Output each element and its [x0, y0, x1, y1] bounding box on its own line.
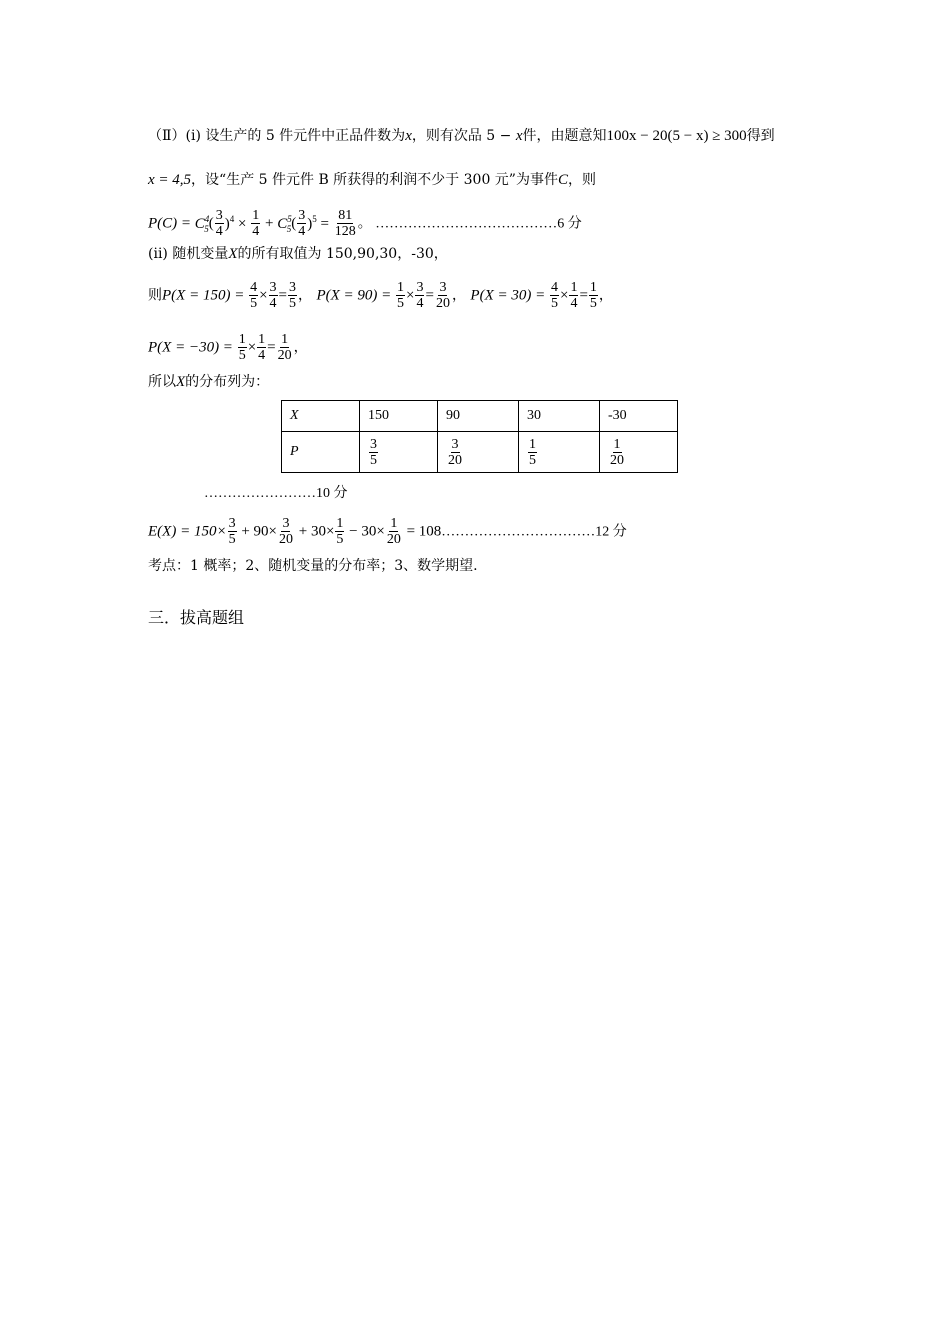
prob-line-1: 则P(X = 150) = $\frac{4}{5}$ × $\frac{3}{4}$ = $\frac{3}{5}$ ， P(X = 90) = $\frac{1}{5}$ × $\frac{3}{4}$ = $\frac{3}{20}$ ， P(X = 30) = $\frac{4}{5}$ × $\frac{1}{4}$ = $\frac{1}{5}$ ， — [148, 280, 613, 311]
prob-line-2: P(X = −30) = $\frac{1}{5}$ × $\frac{1}{4}$ = $\frac{1}{20}$ ， — [148, 332, 308, 363]
kaodian: 考点：1 概率；2、随机变量的分布率；3、数学期望. — [148, 558, 478, 574]
table-cell: 90 — [438, 401, 519, 432]
table-cell: $\frac{3}{5}$ — [360, 432, 438, 473]
p30-lhs: P(X = 30) = — [470, 287, 549, 304]
part2-line1 — [148, 126, 775, 146]
var-x: x — [515, 128, 523, 144]
distribution-table — [281, 400, 678, 473]
dist-intro — [148, 372, 269, 392]
table-cell: P — [282, 432, 360, 473]
table-cell: $\frac{1}{5}$ — [519, 432, 600, 473]
part2-line2 — [148, 170, 596, 190]
pc-equation: $P(C) = C^4_5$( $\frac{3}{4}$ )$^4$ × $\frac{1}{4}$ + $C^5_5$( $\frac{3}{4}$ )$^5$ = $\frac{81}{128}$ 。 …………………………………6 分 — [148, 208, 582, 239]
ex-lhs: E(X) = 150× — [148, 523, 227, 540]
table-cell: 150 — [360, 401, 438, 432]
score-12: ……………………………12 分 — [441, 524, 627, 540]
text: 得到 — [746, 128, 775, 144]
pm30-lhs: P(X = −30) = — [148, 339, 237, 356]
table-cell: $\frac{1}{20}$ — [600, 432, 678, 473]
score-10: ……………………10 分 — [204, 486, 348, 501]
x-values: x = 4,5 — [148, 172, 192, 188]
text: 所以 — [148, 374, 176, 390]
expectation-line: E(X) = 150× $\frac{3}{5}$ + 90× $\frac{3}{20}$ + 30× $\frac{1}{5}$ − 30× $\frac{1}{20}$ = 108……………………………12 分 — [148, 516, 627, 547]
table-row — [282, 432, 678, 473]
event-c: C — [557, 172, 568, 188]
section-3-heading: 三．拔高题组 — [148, 608, 245, 627]
var-x: x — [405, 128, 412, 144]
pc-result-num: 81 — [338, 208, 353, 223]
p90-lhs: P(X = 90) = — [316, 287, 396, 304]
table-cell: 30 — [519, 401, 600, 432]
p150-lhs: P(X = 150) = — [162, 287, 249, 304]
var-X: X — [228, 246, 238, 262]
inequality: 100x − 20(5 − x) ≥ 300 — [606, 128, 747, 144]
text: ，则有次品 5 − — [411, 128, 516, 144]
text: (ⅱ) 随机变量 — [148, 246, 229, 262]
score-6: 。 …………………………………6 分 — [357, 216, 582, 232]
text: （Ⅱ）(ⅰ) 设生产的 5 件元件中正品件数为 — [148, 128, 406, 144]
text: 的所有取值为 150,90,30，-30， — [237, 246, 448, 262]
text: 的分布列为： — [185, 374, 270, 390]
text: 件，由题意知 — [522, 128, 607, 144]
table-cell: X — [282, 401, 360, 432]
text: ，设“生产 5 件元件 B 所获得的利润不少于 300 元”为事件 — [191, 172, 558, 188]
pc-lhs: P(C) = — [148, 215, 195, 232]
table-cell: $\frac{3}{20}$ — [438, 432, 519, 473]
table-row — [282, 401, 678, 432]
table-cell: -30 — [600, 401, 678, 432]
pc-result-den: 128 — [334, 224, 356, 239]
text: ，则 — [567, 172, 596, 188]
var-X: X — [176, 374, 186, 390]
text: 则 — [148, 287, 162, 304]
part-ii-line — [148, 244, 448, 264]
